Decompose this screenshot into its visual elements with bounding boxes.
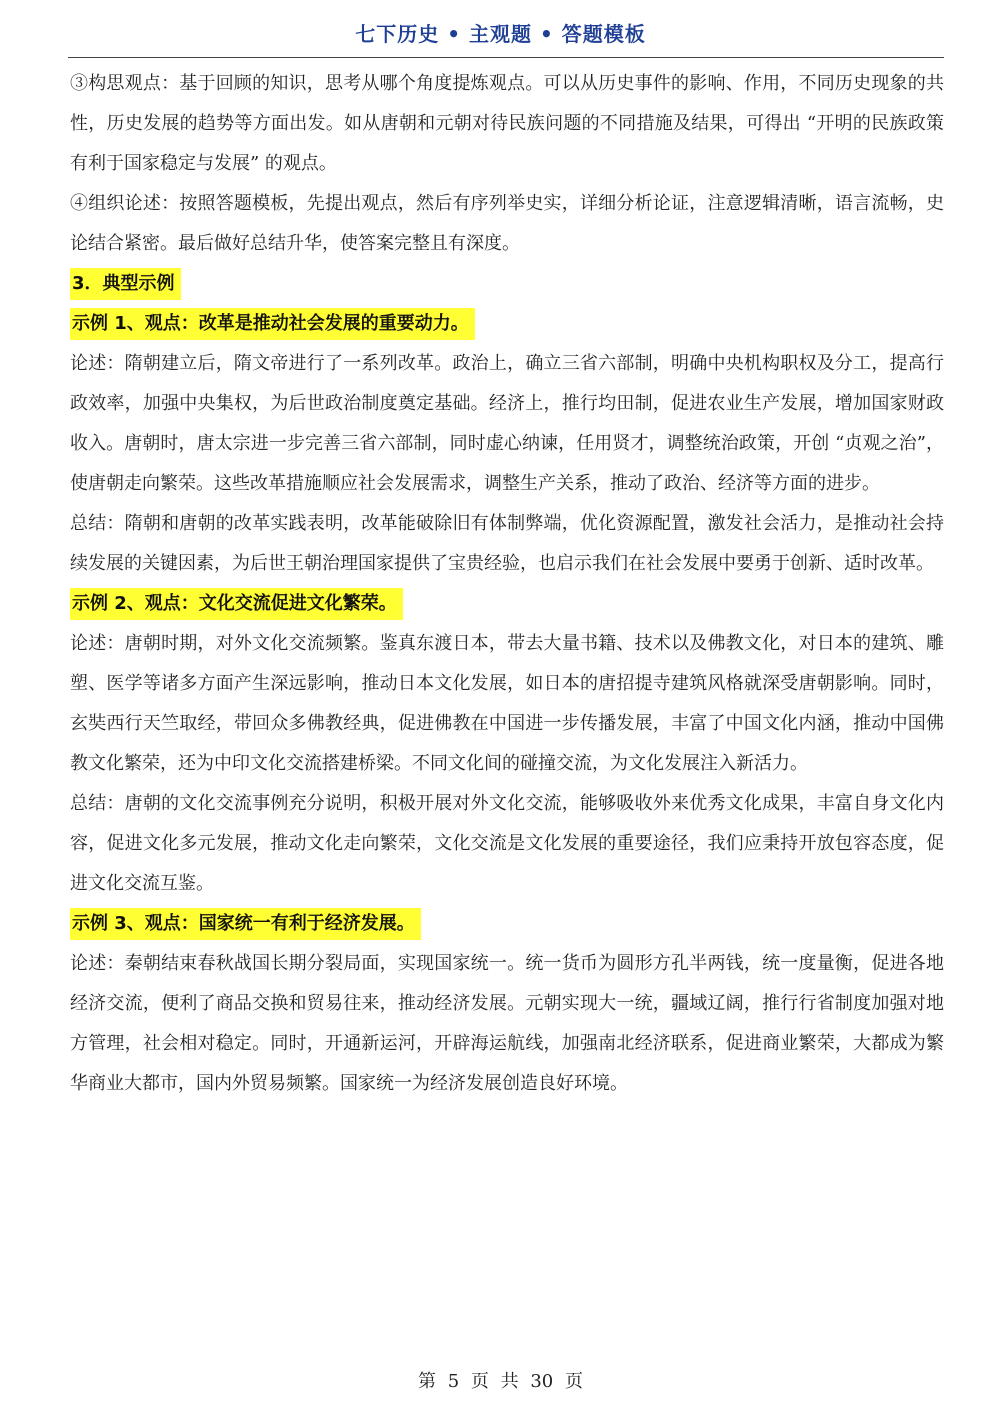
header-title: 七下历史 • 主观题 • 答题模板: [355, 22, 646, 46]
paragraph-step3: ③构思观点：基于回顾的知识，思考从哪个角度提炼观点。可以从历史事件的影响、作用，不同历史现象的共性，历史发展的趋势等方面出发。如从唐朝和元朝对待民族问题的不同措施及结果，可得出 “开明的民族政策有利于国家稳定与发展” 的观点。: [70, 73, 944, 174]
example-2-argument: 论述：唐朝时期，对外文化交流频繁。鉴真东渡日本，带去大量书籍、技术以及佛教文化，对日本的建筑、雕塑、医学等诸多方面产生深远影响，推动日本文化发展，如日本的唐招提寺建筑风格就深受唐朝影响。同时，玄奘西行天竺取经，带回众多佛教经典，促进佛教在中国进一步传播发展，丰富了中国文化内涵，推动中国佛教文化繁荣，还为中印文化交流搭建桥梁。不同文化间的碰撞交流，为文化发展注入新活力。: [70, 633, 944, 774]
header-divider: [68, 57, 944, 58]
example-2-summary: 总结：唐朝的文化交流事例充分说明，积极开展对外文化交流，能够吸收外来优秀文化成果，丰富自身文化内容，促进文化多元发展，推动文化走向繁荣，文化交流是文化发展的重要途径，我们应秉持开放包容态度，促进文化交流互鉴。: [70, 793, 944, 894]
example-1-heading: 示例 1、观点：改革是推动社会发展的重要动力。: [70, 308, 475, 340]
example-3-heading: 示例 3、观点：国家统一有利于经济发展。: [70, 908, 421, 940]
page-number: 第 5 页 共 30 页: [418, 1371, 583, 1392]
example-1-argument: 论述：隋朝建立后，隋文帝进行了一系列改革。政治上，确立三省六部制，明确中央机构职权及分工，提高行政效率，加强中央集权，为后世政治制度奠定基础。经济上，推行均田制，促进农业生产发展，增加国家财政收入。唐朝时，唐太宗进一步完善三省六部制，同时虚心纳谏，任用贤才，调整统治政策，开创 “贞观之治”，使唐朝走向繁荣。这些改革措施顺应社会发展需求，调整生产关系，推动了政治、经济等方面的进步。: [70, 353, 944, 494]
example-2-heading: 示例 2、观点：文化交流促进文化繁荣。: [70, 588, 403, 620]
section-heading: 3．典型示例: [70, 268, 181, 300]
example-3-argument: 论述：秦朝结束春秋战国长期分裂局面，实现国家统一。统一货币为圆形方孔半两钱，统一度量衡，促进各地经济交流，便利了商品交换和贸易往来，推动经济发展。元朝实现大一统，疆域辽阔，推行行省制度加强对地方管理，社会相对稳定。同时，开通新运河，开辟海运航线，加强南北经济联系，促进商业繁荣，大都成为繁华商业大都市，国内外贸易频繁。国家统一为经济发展创造良好环境。: [70, 953, 944, 1094]
example-1-summary: 总结：隋朝和唐朝的改革实践表明，改革能破除旧有体制弊端，优化资源配置，激发社会活力，是推动社会持续发展的关键因素，为后世王朝治理国家提供了宝贵经验，也启示我们在社会发展中要勇于创新、适时改革。: [70, 513, 944, 574]
page-content: [70, 64, 944, 1104]
paragraph-step4: ④组织论述：按照答题模板，先提出观点，然后有序列举史实，详细分析论证，注意逻辑清晰，语言流畅，史论结合紧密。最后做好总结升华，使答案完整且有深度。: [70, 193, 944, 254]
